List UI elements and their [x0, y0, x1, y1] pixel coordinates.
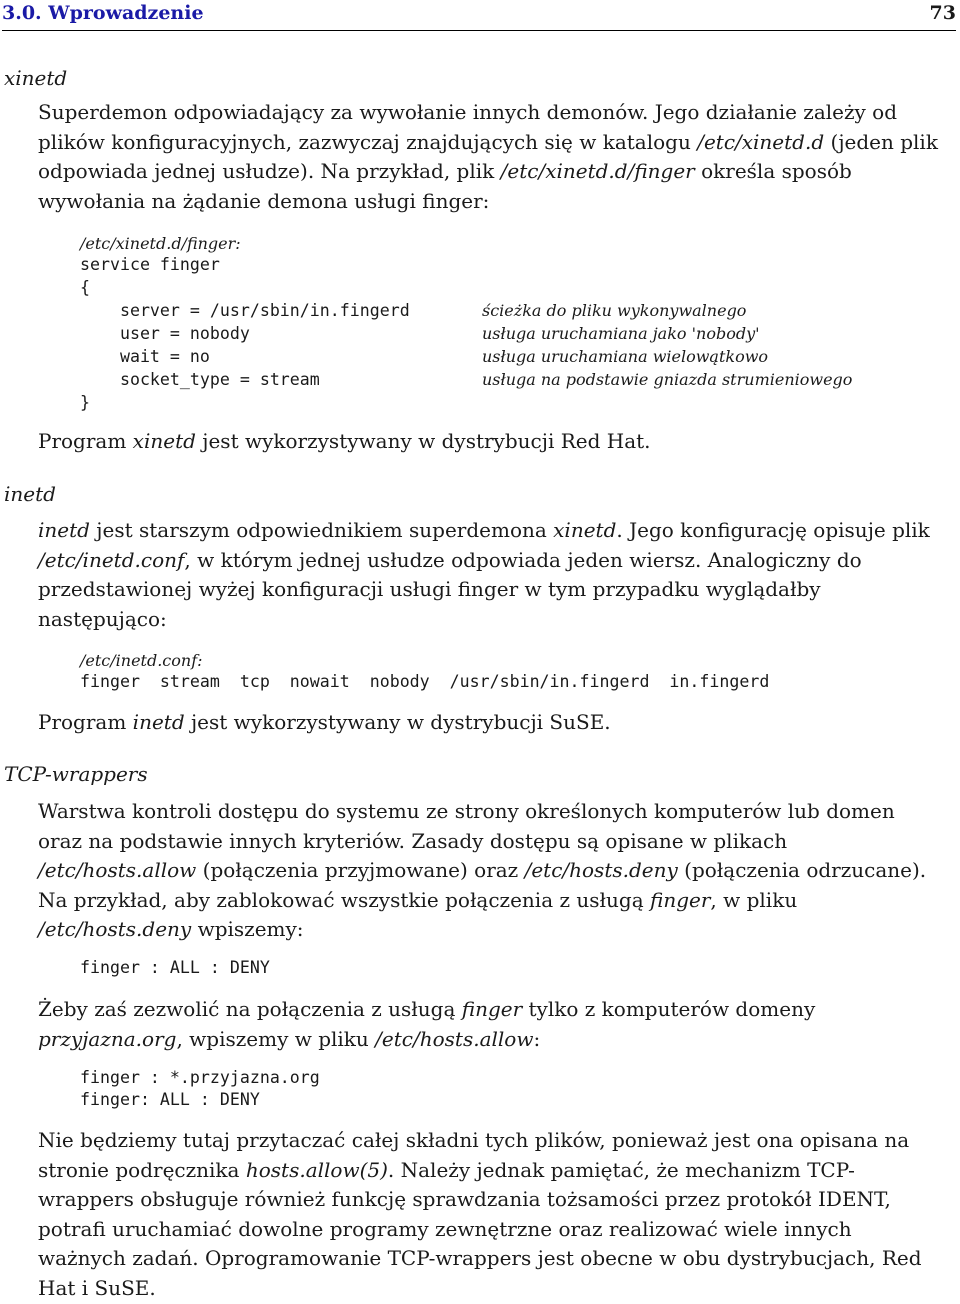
text-run: (połączenia przyjmowane) oraz	[196, 858, 525, 883]
code-line: finger : ALL : DENY	[80, 958, 270, 977]
text-run: określa sposób wywołania na żądanie demona usługi finger:	[38, 159, 852, 213]
code-line: socket_type = stream	[80, 370, 320, 389]
code-line: finger: ALL : DENY	[80, 1090, 260, 1109]
code-line: finger : *.przyjazna.org	[80, 1068, 320, 1087]
text-run: Warstwa kontroli dostępu do systemu ze strony określonych komputerów lub domen oraz na podstawie innych kryteriów. Zasady dostępu są opisane w plikach	[38, 799, 895, 853]
text-run: jest wykorzystywany w dystrybucji SuSE.	[184, 710, 611, 734]
code-line: service finger	[80, 255, 220, 274]
code-line: server = /usr/sbin/in.fingerd	[80, 301, 410, 320]
italic-text: /etc/hosts.deny	[524, 858, 678, 883]
text-run: , w którym jednej usłudze odpowiada jeden wiersz. Analogiczny do przedstawionej wyżej konfiguracji usługi finger w tym przypadku wyglądałby następująco:	[38, 547, 862, 631]
text-run: (jeden plik odpowiada jednej usłudze). Na przykład, plik	[38, 129, 938, 184]
text-run: jest wykorzystywany w dystrybucji Red Hat.	[195, 429, 651, 453]
italic-text: przyjazna.org	[38, 1026, 177, 1051]
code-line: {	[80, 278, 90, 297]
page-header	[2, 0, 956, 31]
italic-text: /etc/xinetd.d/finger	[500, 159, 695, 184]
file-label-xinetd: /etc/xinetd.d/finger:	[80, 234, 241, 253]
section-heading-inetd: inetd	[4, 482, 56, 506]
text-run: . Jego konfigurację opisuje plik	[616, 518, 930, 542]
code-line: wait = no	[80, 347, 210, 366]
text-run: Żeby zaś zezwolić na połączenia z usługą	[38, 997, 462, 1021]
paragraph-tcpw-intro	[38, 797, 938, 945]
code-line: user = nobody	[80, 324, 250, 343]
italic-text: inetd	[38, 518, 90, 542]
paragraph-tcpw-mid	[38, 995, 938, 1054]
text-run: Program	[38, 429, 133, 453]
italic-text: xinetd	[132, 429, 196, 453]
code-line: finger stream tcp nowait nobody /usr/sbin/in.fingerd in.fingerd	[80, 672, 770, 691]
text-run: . Należy jednak pamiętać, że mechanizm TCP-wrappers obsługuje również funkcję sprawdzania tożsamości przez protokół IDENT, potrafi uruchamiać dowolne programy zewnętrzne oraz realizować wiele innych ważnych zadań. Oprogramowanie TCP-wrappers jest obecne w obu dystrybucjach, Red Hat i SuSE.	[38, 1157, 922, 1300]
italic-text: /etc/xinetd.d	[697, 129, 825, 154]
chapter-title: 3.0. Wprowadzenie	[2, 2, 204, 24]
italic-text: /etc/hosts.allow	[38, 858, 197, 883]
paragraph-inetd-intro	[38, 516, 938, 634]
paragraph-tcpw-end	[38, 1126, 938, 1304]
text-run: Nie będziemy tutaj przytaczać całej składni tych plików, ponieważ jest ona opisana na stronie podręcznika	[38, 1128, 910, 1182]
text-run: :	[533, 1026, 541, 1051]
text-run: Superdemon odpowiadający za wywołanie innych demonów. Jego działanie zależy od plików konfiguracyjnych, zazwyczaj znajdujących się w katalogu	[38, 100, 898, 154]
paragraph-inetd-outro	[38, 708, 938, 738]
text-run: Program	[38, 710, 133, 734]
paragraph-xinetd-intro	[38, 98, 938, 216]
section-heading-xinetd: xinetd	[4, 66, 68, 90]
italic-text: /etc/inetd.conf	[38, 547, 185, 572]
text-run: (połączenia odrzucane). Na przykład, aby zablokować wszystkie połączenia z usługą	[38, 858, 927, 912]
code-comment: ścieżka do pliku wykonywalnego	[482, 301, 747, 320]
paragraph-xinetd-outro	[38, 427, 938, 457]
code-line: }	[80, 393, 90, 412]
code-comment: usługa na podstawie gniazda strumieniowego	[482, 370, 853, 389]
file-label-inetd: /etc/inetd.conf:	[80, 651, 203, 670]
text-run: , wpiszemy w pliku	[176, 1026, 376, 1051]
italic-text: /etc/hosts.allow	[375, 1026, 534, 1051]
italic-text: finger	[461, 997, 523, 1021]
italic-text: inetd	[132, 710, 185, 734]
code-comment: usługa uruchamiana wielowątkowo	[482, 347, 769, 366]
section-heading-tcp-wrappers: TCP-wrappers	[4, 762, 148, 786]
italic-text: hosts.allow(5)	[245, 1157, 388, 1182]
text-run: , w pliku	[710, 887, 798, 912]
italic-text: xinetd	[553, 518, 617, 542]
code-comment: usługa uruchamiana jako 'nobody'	[482, 324, 760, 343]
text-run: wpiszemy:	[191, 917, 304, 942]
italic-text: finger	[649, 887, 711, 912]
page-number: 73	[929, 2, 956, 24]
italic-text: /etc/hosts.deny	[38, 917, 192, 942]
text-run: tylko z komputerów domeny	[522, 997, 816, 1021]
text-run: jest starszym odpowiednikiem superdemona	[89, 518, 554, 542]
